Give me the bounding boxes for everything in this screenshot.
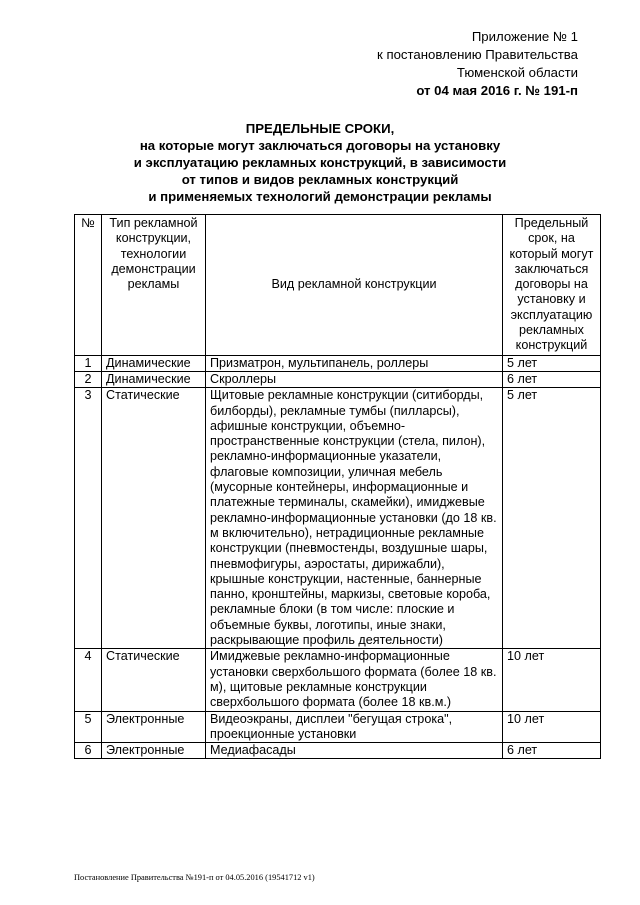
row-term: 6 лет — [503, 371, 601, 387]
row-type: Динамические — [102, 371, 206, 387]
row-num: 5 — [75, 711, 102, 743]
row-num: 6 — [75, 743, 102, 759]
header-term: Предельный срок, на который могут заключаться договоры на установку и эксплуатацию рекламных конструкций — [503, 215, 601, 356]
title-line-3: и эксплуатацию рекламных конструкций, в зависимости — [133, 155, 507, 170]
appendix-reference: к постановлению Правительства — [377, 47, 578, 62]
header-type: Тип рекламной конструкции, технологии демонстрации рекламы — [102, 215, 206, 356]
row-type: Электронные — [102, 711, 206, 743]
row-kind: Призматрон, мультипанель, роллеры — [206, 355, 503, 371]
row-type: Статические — [102, 649, 206, 711]
row-kind: Медиафасады — [206, 743, 503, 759]
row-term: 6 лет — [503, 743, 601, 759]
table-row — [75, 355, 601, 371]
row-num: 2 — [75, 371, 102, 387]
row-num: 4 — [75, 649, 102, 711]
row-type: Электронные — [102, 743, 206, 759]
row-term: 10 лет — [503, 711, 601, 743]
table-row — [75, 388, 601, 649]
row-type: Динамические — [102, 355, 206, 371]
row-num: 1 — [75, 355, 102, 371]
terms-table — [74, 214, 601, 759]
title-line-2: на которые могут заключаться договоры на установку — [139, 138, 501, 153]
appendix-region: Тюменской области — [456, 65, 578, 80]
header-num: № — [75, 215, 102, 356]
row-term: 5 лет — [503, 388, 601, 649]
row-type: Статические — [102, 388, 206, 649]
row-term: 5 лет — [503, 355, 601, 371]
table-row — [75, 711, 601, 743]
title-line-4: от типов и видов рекламных конструкций — [181, 172, 459, 187]
table-row — [75, 743, 601, 759]
appendix-header — [318, 28, 578, 100]
row-term: 10 лет — [503, 649, 601, 711]
row-kind: Имиджевые рекламно-информационные установки сверхбольшого формата (более 18 кв. м), щитовые рекламные конструкции сверхбольшого формата (более 18 кв.м.) — [206, 649, 503, 711]
table-row — [75, 371, 601, 387]
title-line-1: ПРЕДЕЛЬНЫЕ СРОКИ, — [245, 121, 395, 136]
row-kind: Видеоэкраны, дисплеи "бегущая строка", проекционные установки — [206, 711, 503, 743]
title-line-5: и применяемых технологий демонстрации рекламы — [148, 189, 492, 204]
row-kind: Скроллеры — [206, 371, 503, 387]
table-header-row — [75, 215, 601, 356]
row-num: 3 — [75, 388, 102, 649]
document-footer: Постановление Правительства №191-п от 04.05.2016 (19541712 v1) — [74, 873, 315, 882]
table-row — [75, 649, 601, 711]
appendix-date: от 04 мая 2016 г. № 191-п — [416, 83, 578, 98]
document-title — [0, 120, 640, 205]
header-kind: Вид рекламной конструкции — [206, 215, 503, 356]
row-kind: Щитовые рекламные конструкции (ситиборды, билборды), рекламные тумбы (пилларсы), афишные конструкции, объемно-пространственные конструкции (стела, пилон), рекламно-информационные указатели, флаговые композиции, уличная мебель (мусорные контейнеры, информационные и платежные терминалы, скамейки), имиджевые рекламно-информационные установки (до 18 кв. м включительно), нетрадиционные рекламные конструкции (пневмостенды, воздушные шары, пневмофигуры, аэростаты, дирижабли), крышные конструкции, настенные, баннерные панно, кронштейны, маркизы, световые короба, рекламные блоки (в том числе: плоские и объемные буквы, логотипы, иные знаки, раскрывающие профиль деятельности) — [206, 388, 503, 649]
appendix-number: Приложение № 1 — [471, 29, 578, 44]
